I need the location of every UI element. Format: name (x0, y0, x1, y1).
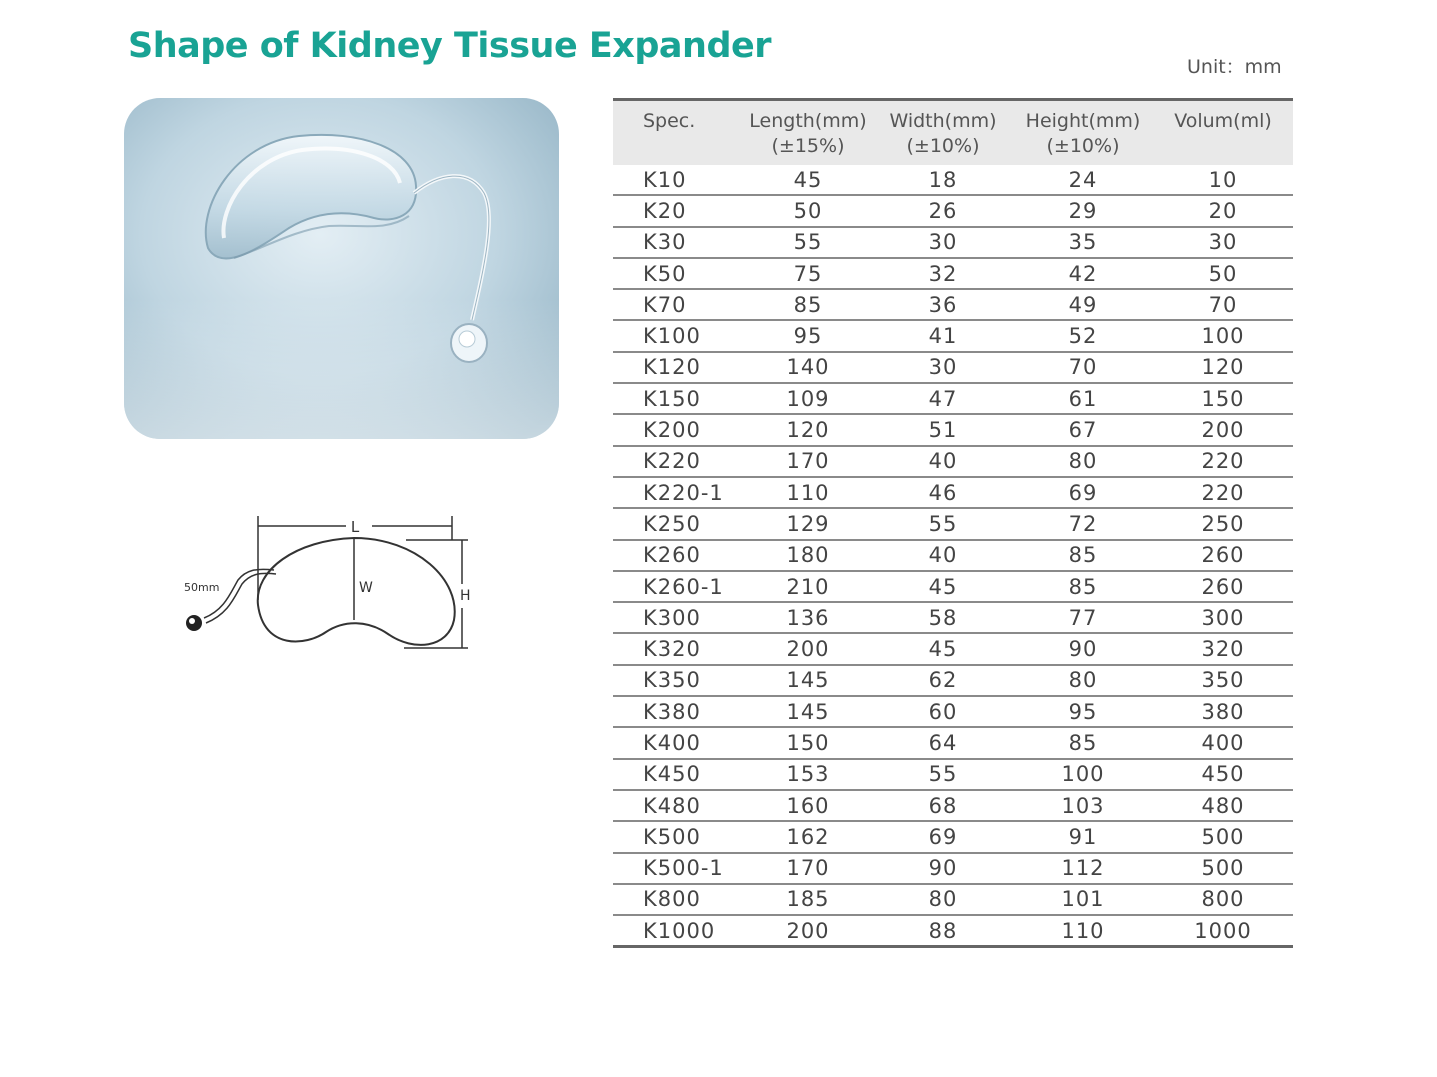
cell-height: 101 (1013, 884, 1153, 915)
cell-width: 62 (873, 665, 1013, 696)
table-row (613, 540, 1293, 571)
cell-spec: K260 (613, 540, 743, 571)
cell-volume: 100 (1153, 320, 1293, 351)
header-width (873, 100, 1013, 166)
cell-width: 60 (873, 696, 1013, 727)
table-row (613, 727, 1293, 758)
cell-length: 109 (743, 383, 873, 414)
cell-volume: 320 (1153, 633, 1293, 664)
cell-length: 200 (743, 633, 873, 664)
cell-length: 95 (743, 320, 873, 351)
cell-volume: 400 (1153, 727, 1293, 758)
cell-width: 32 (873, 258, 1013, 289)
page-title: Shape of Kidney Tissue Expander (128, 26, 772, 66)
cell-spec: K220-1 (613, 477, 743, 508)
cell-spec: K380 (613, 696, 743, 727)
cell-spec: K120 (613, 352, 743, 383)
header-main: Volum(ml) (1174, 110, 1272, 132)
cell-height: 80 (1013, 665, 1153, 696)
cell-length: 162 (743, 821, 873, 852)
table-row (613, 633, 1293, 664)
cell-width: 90 (873, 853, 1013, 884)
cell-volume: 220 (1153, 477, 1293, 508)
cell-spec: K10 (613, 165, 743, 195)
table-header (613, 100, 1293, 166)
header-main: Width(mm) (889, 110, 997, 132)
table-row (613, 414, 1293, 445)
cell-width: 40 (873, 540, 1013, 571)
cell-volume: 800 (1153, 884, 1293, 915)
table-row (613, 227, 1293, 258)
cell-spec: K200 (613, 414, 743, 445)
cell-spec: K30 (613, 227, 743, 258)
cell-height: 35 (1013, 227, 1153, 258)
header-main: Length(mm) (749, 110, 867, 132)
cell-spec: K70 (613, 289, 743, 320)
cell-volume: 30 (1153, 227, 1293, 258)
header-tolerance: (±15%) (771, 135, 845, 157)
cell-height: 42 (1013, 258, 1153, 289)
cell-width: 40 (873, 446, 1013, 477)
cell-spec: K250 (613, 508, 743, 539)
header-spec (613, 100, 743, 166)
header-height (1013, 100, 1153, 166)
cell-height: 67 (1013, 414, 1153, 445)
cell-width: 51 (873, 414, 1013, 445)
cell-spec: K500-1 (613, 853, 743, 884)
table-row (613, 884, 1293, 915)
cell-height: 29 (1013, 195, 1153, 226)
cell-length: 140 (743, 352, 873, 383)
cell-width: 46 (873, 477, 1013, 508)
cell-height: 72 (1013, 508, 1153, 539)
cell-length: 110 (743, 477, 873, 508)
cell-height: 100 (1013, 759, 1153, 790)
cell-width: 45 (873, 571, 1013, 602)
cell-spec: K20 (613, 195, 743, 226)
cell-volume: 10 (1153, 165, 1293, 195)
header-volume (1153, 100, 1293, 166)
cell-volume: 480 (1153, 790, 1293, 821)
table-row (613, 352, 1293, 383)
table-row (613, 320, 1293, 351)
cell-spec: K260-1 (613, 571, 743, 602)
cell-length: 120 (743, 414, 873, 445)
cell-length: 85 (743, 289, 873, 320)
cell-height: 69 (1013, 477, 1153, 508)
cell-height: 85 (1013, 571, 1153, 602)
cell-height: 110 (1013, 915, 1153, 947)
cell-width: 47 (873, 383, 1013, 414)
table-row (613, 195, 1293, 226)
cell-spec: K1000 (613, 915, 743, 947)
header-main: Height(mm) (1025, 110, 1141, 132)
cell-volume: 450 (1153, 759, 1293, 790)
cell-volume: 120 (1153, 352, 1293, 383)
cell-length: 170 (743, 853, 873, 884)
header-row (613, 100, 1293, 166)
header-tolerance: (±10%) (906, 135, 980, 157)
cell-length: 145 (743, 665, 873, 696)
cell-height: 24 (1013, 165, 1153, 195)
cell-height: 91 (1013, 821, 1153, 852)
cell-spec: K150 (613, 383, 743, 414)
cell-spec: K100 (613, 320, 743, 351)
cell-length: 153 (743, 759, 873, 790)
cell-width: 41 (873, 320, 1013, 351)
cell-length: 180 (743, 540, 873, 571)
header-length (743, 100, 873, 166)
cell-volume: 300 (1153, 602, 1293, 633)
table-row (613, 446, 1293, 477)
cell-spec: K300 (613, 602, 743, 633)
table-body (613, 165, 1293, 947)
cell-length: 185 (743, 884, 873, 915)
cell-volume: 500 (1153, 821, 1293, 852)
table-row (613, 665, 1293, 696)
cell-volume: 70 (1153, 289, 1293, 320)
cell-height: 85 (1013, 540, 1153, 571)
cell-width: 45 (873, 633, 1013, 664)
cell-height: 61 (1013, 383, 1153, 414)
cell-length: 145 (743, 696, 873, 727)
unit-label: Unit：mm (1187, 56, 1282, 78)
cell-width: 26 (873, 195, 1013, 226)
table-row (613, 602, 1293, 633)
cell-length: 170 (743, 446, 873, 477)
cell-length: 136 (743, 602, 873, 633)
table-row (613, 383, 1293, 414)
cell-volume: 260 (1153, 540, 1293, 571)
cell-spec: K320 (613, 633, 743, 664)
cell-length: 160 (743, 790, 873, 821)
cell-spec: K220 (613, 446, 743, 477)
cell-volume: 250 (1153, 508, 1293, 539)
kidney-expander-image (124, 98, 559, 439)
table-row (613, 759, 1293, 790)
cell-volume: 260 (1153, 571, 1293, 602)
cell-width: 64 (873, 727, 1013, 758)
cell-length: 45 (743, 165, 873, 195)
table-row (613, 289, 1293, 320)
cell-spec: K480 (613, 790, 743, 821)
cell-width: 55 (873, 508, 1013, 539)
cell-spec: K450 (613, 759, 743, 790)
cell-height: 49 (1013, 289, 1153, 320)
cell-width: 88 (873, 915, 1013, 947)
table-row (613, 165, 1293, 195)
cell-height: 77 (1013, 602, 1153, 633)
table-row (613, 477, 1293, 508)
cell-height: 103 (1013, 790, 1153, 821)
table-row (613, 790, 1293, 821)
cell-width: 18 (873, 165, 1013, 195)
cell-length: 200 (743, 915, 873, 947)
cell-width: 69 (873, 821, 1013, 852)
cell-volume: 150 (1153, 383, 1293, 414)
table-row (613, 258, 1293, 289)
cell-width: 30 (873, 352, 1013, 383)
cell-height: 85 (1013, 727, 1153, 758)
header-tolerance: (±10%) (1046, 135, 1120, 157)
tube-length-label: 50mm (184, 581, 220, 594)
cell-length: 55 (743, 227, 873, 258)
dimension-diagram (176, 510, 496, 660)
width-label: W (359, 580, 373, 596)
cell-length: 50 (743, 195, 873, 226)
cell-length: 210 (743, 571, 873, 602)
length-label: L (350, 518, 360, 536)
cell-volume: 220 (1153, 446, 1293, 477)
cell-spec: K800 (613, 884, 743, 915)
cell-volume: 200 (1153, 414, 1293, 445)
cell-width: 80 (873, 884, 1013, 915)
cell-volume: 50 (1153, 258, 1293, 289)
cell-volume: 380 (1153, 696, 1293, 727)
cell-volume: 350 (1153, 665, 1293, 696)
cell-width: 30 (873, 227, 1013, 258)
cell-width: 36 (873, 289, 1013, 320)
table-row (613, 915, 1293, 947)
table-row (613, 696, 1293, 727)
cell-width: 55 (873, 759, 1013, 790)
table-row (613, 821, 1293, 852)
cell-spec: K350 (613, 665, 743, 696)
spec-table (613, 98, 1293, 948)
height-label: H (460, 588, 471, 604)
cell-width: 68 (873, 790, 1013, 821)
cell-length: 75 (743, 258, 873, 289)
table-row (613, 853, 1293, 884)
cell-height: 95 (1013, 696, 1153, 727)
header-main: Spec. (643, 110, 696, 132)
cell-height: 52 (1013, 320, 1153, 351)
cell-height: 80 (1013, 446, 1153, 477)
table-row (613, 508, 1293, 539)
cell-height: 70 (1013, 352, 1153, 383)
cell-length: 150 (743, 727, 873, 758)
table-row (613, 571, 1293, 602)
cell-width: 58 (873, 602, 1013, 633)
cell-spec: K500 (613, 821, 743, 852)
cell-spec: K50 (613, 258, 743, 289)
cell-height: 112 (1013, 853, 1153, 884)
cell-volume: 20 (1153, 195, 1293, 226)
cell-volume: 500 (1153, 853, 1293, 884)
cell-spec: K400 (613, 727, 743, 758)
cell-volume: 1000 (1153, 915, 1293, 947)
product-photo (124, 98, 559, 439)
cell-length: 129 (743, 508, 873, 539)
cell-height: 90 (1013, 633, 1153, 664)
